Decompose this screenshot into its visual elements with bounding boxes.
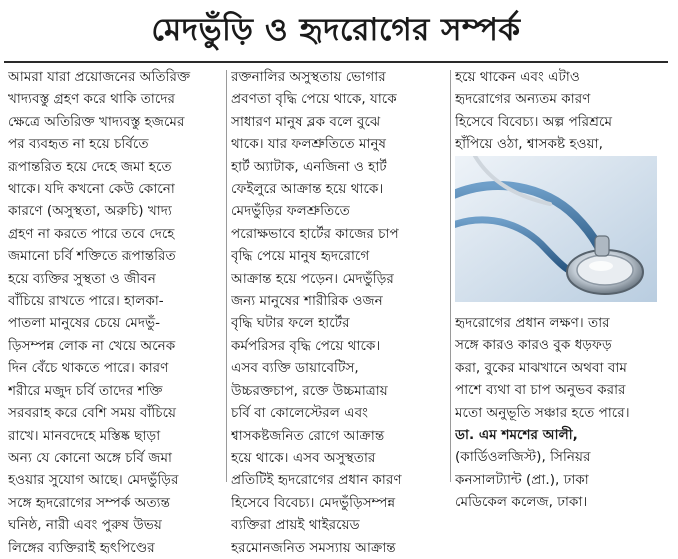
text-line: মতো অনুভূতি সঞ্চার হতে পারে।: [455, 404, 630, 421]
text-line: শরীরে মজুদ চর্বি তাদের শক্তি: [8, 382, 163, 399]
text-line: মেদভুঁড়ির ফলশ্রুতিতে: [231, 203, 350, 220]
text-line: কারণে (অসুস্থতা, অরুচি) খাদ্য: [8, 203, 172, 220]
text-line: ব্যক্তিরা প্রায়ই থাইরয়েড: [231, 517, 360, 534]
article-column-3-top: [455, 66, 671, 156]
text-line: থাকে। যার ফলশ্রুতিতে মানুষ: [231, 136, 387, 153]
text-line: শ্বাসকষ্টজনিত রোগে আক্রান্ত: [231, 427, 385, 444]
author-credential-line: (কার্ডিওলজিস্ট), সিনিয়র: [455, 449, 591, 466]
headline-bar: [4, 3, 668, 63]
text-line: হয়ে ব্যক্তির সুস্থতা ও জীবন: [8, 270, 156, 287]
text-line: হার্ট অ্যাটাক, এনজিনা ও হার্ট: [231, 158, 387, 175]
text-line: থাকে। যদি কখনো কেউ কোনো: [8, 181, 175, 198]
text-line: সঙ্গে কারও কারও বুক ধড়ফড়: [455, 337, 612, 354]
headline: মেদভুঁড়ি ও হৃদরোগের সম্পর্ক: [151, 12, 521, 48]
text-line: ড়িসম্পন্ন লোক না খেয়ে অনেক: [8, 337, 176, 354]
text-line: জন্য মানুষের শারীরিক ওজন: [231, 293, 383, 310]
text-line: দিন বেঁচে থাকতে পারে। কারণ: [8, 360, 169, 377]
text-line: হয়ে থাকেন এবং এটাও: [455, 69, 580, 85]
text-line: সাধারণ মানুষ ব্লক বলে বুঝে: [231, 113, 381, 130]
text-line: পাশে ব্যথা বা চাপ অনুভব করার: [455, 382, 626, 399]
text-line: হিসেবে বিবেচ্য। অল্প পরিশ্রমে: [455, 113, 613, 130]
text-line: খাদ্যবস্তু গ্রহণ করে থাকি তাদের: [8, 91, 175, 108]
stethoscope-icon: [455, 156, 657, 302]
text-line: হয়ে থাকে। এসব অসুস্থতার: [231, 449, 376, 466]
text-line: পাতলা মানুষের চেয়ে মেদভুঁ-: [8, 315, 161, 332]
stethoscope-image: [455, 156, 657, 302]
text-line: বাঁচিয়ে রাখতে পারে। হালকা-: [8, 293, 164, 310]
text-line: হওয়ার সুযোগ আছে। মেদভুঁড়ির: [8, 472, 179, 489]
text-line: উচ্চরক্তচাপ, রক্তে উচ্চমাত্রায়: [231, 382, 388, 399]
text-line: হরমোনজনিত সমস্যায় আক্রান্ত: [231, 539, 396, 556]
text-line: লিঙ্গের ব্যক্তিরাই হৃৎপিণ্ডের: [8, 539, 155, 556]
text-line: রাখে। মানবদেহে মস্তিষ্ক ছাড়া: [8, 427, 161, 444]
text-line: ঘনিষ্ঠ, নারী এবং পুরুষ উভয়: [8, 517, 162, 534]
text-line: রূপান্তরিত হয়ে দেহে জমা হতে: [8, 158, 172, 175]
author-credential-line: কনসালট্যান্ট (প্রা.), ঢাকা: [455, 471, 589, 488]
text-line: করা, বুকের মাঝখানে অথবা বাম: [455, 359, 627, 376]
author-name: ডা. এম শমশের আলী,: [455, 427, 578, 444]
column-divider: [226, 70, 227, 482]
text-line: প্রবণতা বৃদ্ধি পেয়ে থাকে, যাকে: [231, 91, 397, 108]
text-line: হাঁপিয়ে ওঠা, শ্বাসকষ্ট হওয়া,: [455, 136, 603, 153]
text-line: চর্বি বা কোলেস্টেরল এবং: [231, 405, 368, 422]
text-line: বৃদ্ধি ঘটার ফলে হার্টের: [231, 315, 350, 332]
text-line: সঙ্গে হৃদরোগের সম্পর্ক অত্যন্ত: [8, 494, 170, 511]
text-line: হৃদরোগের অন্যতম কারণ: [455, 91, 591, 108]
text-line: আক্রান্ত হয়ে পড়েন। মেদভুঁড়ির: [231, 270, 394, 287]
text-line: অন্য যে কোনো অঙ্গে চর্বি জমা: [8, 449, 172, 466]
text-line: ফেইলুরে আক্রান্ত হয়ে থাকে।: [231, 181, 384, 198]
text-line: এসব ব্যক্তি ডায়াবেটিস,: [231, 360, 359, 377]
author-credential-line: মেডিকেল কলেজ, ঢাকা।: [455, 494, 588, 511]
text-line: হিসেবে বিবেচ্য। মেদভুঁড়িসম্পন্ন: [231, 494, 396, 511]
article-column-1: [8, 66, 224, 559]
article-column-3-bottom: [455, 312, 671, 514]
text-line: জমানো চর্বি শক্তিতে রূপান্তরিত: [8, 248, 176, 265]
text-line: পরোক্ষভাবে হার্টের কাজের চাপ: [231, 225, 399, 242]
text-line: বৃদ্ধি পেয়ে মানুষ হৃদরোগে: [231, 248, 370, 265]
text-line: রক্তনালির অসুস্থতায় ভোগার: [231, 69, 386, 85]
text-line: পর ব্যবহৃত না হয়ে চর্বিতে: [8, 136, 149, 153]
text-line: ক্ষেত্রে অতিরিক্ত খাদ্যবস্তু হজমের: [8, 113, 185, 130]
column-divider: [450, 70, 451, 482]
text-line: কর্মপরিসর বৃদ্ধি পেয়ে থাকে।: [231, 337, 381, 354]
text-line: গ্রহণ না করতে পারে তবে দেহে: [8, 225, 175, 242]
text-line: আমরা যারা প্রয়োজনের অতিরিক্ত: [8, 69, 191, 85]
text-line: সরবরাহ করে বেশি সময় বাঁচিয়ে: [8, 405, 177, 422]
text-line: প্রতিটিই হৃদরোগের প্রধান কারণ: [231, 472, 402, 489]
article-column-2: [231, 66, 447, 559]
text-line: হৃদরোগের প্রধান লক্ষণ। তার: [455, 315, 610, 331]
